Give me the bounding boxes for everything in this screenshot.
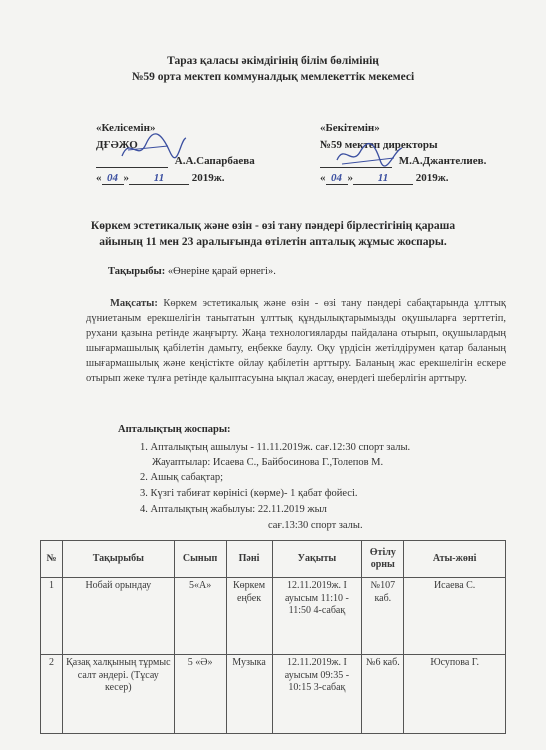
- right-date-month: 11: [353, 172, 413, 185]
- cell-room: №107 каб.: [362, 578, 404, 655]
- cell-number: 2: [41, 655, 63, 734]
- cell-subject: Музыка: [226, 655, 272, 734]
- plan-heading: Апталықтың жоспары:: [118, 424, 231, 435]
- topic-line: [108, 266, 276, 277]
- left-date-day: 04: [102, 172, 124, 185]
- plan-item-3: 3. Күзгі табиғат көрінісі (көрме)- 1 қабат фойесі.: [140, 488, 358, 499]
- plan-title-line-2: айының 11 мен 23 аралығында өтілетін апталық жұмыс жоспары.: [99, 236, 447, 248]
- goal-label: Мақсаты:: [110, 298, 158, 309]
- right-date-year: 2019ж.: [415, 172, 449, 184]
- approved-label: «Бекітемін»: [320, 122, 380, 134]
- goal-paragraph: [86, 296, 506, 386]
- col-header-topic: Тақырыбы: [62, 541, 174, 578]
- cell-time: 12.11.2019ж. І ауысым 11:10 - 11:50 4-сабақ: [272, 578, 362, 655]
- cell-number: 1: [41, 578, 63, 655]
- right-date-day: 04: [326, 172, 348, 185]
- cell-topic: Қазақ халқының тұрмыс салт әндері. (Тұсау кесер): [62, 655, 174, 734]
- table-row: [41, 578, 506, 655]
- topic-label: Тақырыбы:: [108, 266, 166, 277]
- left-signature-scribble: [118, 132, 188, 162]
- col-header-name: Аты-жөні: [404, 541, 506, 578]
- plan-item-1: 1. Апталықтың ашылуы - 11.11.2019ж. сағ.12:30 спорт залы.: [140, 442, 411, 453]
- topic-value: «Өнеріне қарай өрнегі».: [167, 266, 276, 277]
- col-header-time: Уақыты: [272, 541, 362, 578]
- table-header-row: [41, 541, 506, 578]
- left-date-year: 2019ж.: [191, 172, 225, 184]
- right-date: « 04 » 11 2019ж.: [320, 172, 449, 184]
- plan-item-2: 2. Ашық сабақтар;: [140, 472, 224, 483]
- cell-subject: Көркем еңбек: [226, 578, 272, 655]
- col-header-subject: Пәні: [226, 541, 272, 578]
- plan-title-line-1: Көркем эстетикалық және өзін - өзі тану пәндері бірлестігінің қараша: [90, 220, 456, 232]
- cell-name: Юсупова Г.: [404, 655, 506, 734]
- plan-item-4-detail: сағ.13:30 спорт залы.: [268, 520, 363, 531]
- goal-text: Көркем эстетикалық және өзін - өзі тану пәндері сабақтарында ұлттық дүниетаным ерекшелігін танытатын ұлттық құндылықтарымызды оқушыларға зерттетіп, рухани қазына ретінде жаңғырту. Жаңа технологияларды пайдалана отырып, оқушылардың шығармашылық қабілетін дамыту, еңбекке баулу. Оқу үрдісін жетілдірумен қатар баланың шығармашылық және кеңістікте ойлау қабілетін арттыру. Баланың жас ерекшелігін ескере отырып жеке тұлға ретінде қалыптасуына ықпал жасау, өнердегі шеберлігін арттыру.: [86, 298, 506, 384]
- table-row: [41, 655, 506, 734]
- left-date-month: 11: [129, 172, 189, 185]
- schedule-table: [40, 540, 506, 734]
- cell-time: 12.11.2019ж. І ауысым 09:35 - 10:15 3-сабақ: [272, 655, 362, 734]
- left-org: ДҒӘЖО: [96, 139, 138, 151]
- plan-item-4: 4. Апталықтың жабылуы: 22.11.2019 жыл: [140, 504, 327, 515]
- col-header-room: Өтілу орны: [362, 541, 404, 578]
- cell-class: 5«А»: [174, 578, 226, 655]
- left-name: А.А.Сапарбаева: [174, 155, 255, 167]
- right-name: М.А.Джантелиев.: [398, 155, 487, 167]
- col-header-number: №: [41, 541, 63, 578]
- plan-item-1-responsible: Жауаптылар: Исаева С., Байбосинова Г.,Толепов М.: [152, 457, 384, 468]
- cell-topic: Нобай орындау: [62, 578, 174, 655]
- header-line-2: №59 орта мектеп коммуналдық мемлекеттік мекемесі: [131, 71, 415, 83]
- header-line-1: Тараз қаласы әкімдігінің білім бөлімінің: [167, 55, 379, 67]
- right-signature-scribble: [334, 138, 404, 170]
- cell-room: №6 каб.: [362, 655, 404, 734]
- col-header-class: Сынып: [174, 541, 226, 578]
- right-org: №59 мектеп директоры: [320, 139, 438, 151]
- cell-class: 5 «Ә»: [174, 655, 226, 734]
- agreed-label: «Келісемін»: [96, 122, 156, 134]
- cell-name: Исаева С.: [404, 578, 506, 655]
- left-date: « 04 » 11 2019ж.: [96, 172, 225, 184]
